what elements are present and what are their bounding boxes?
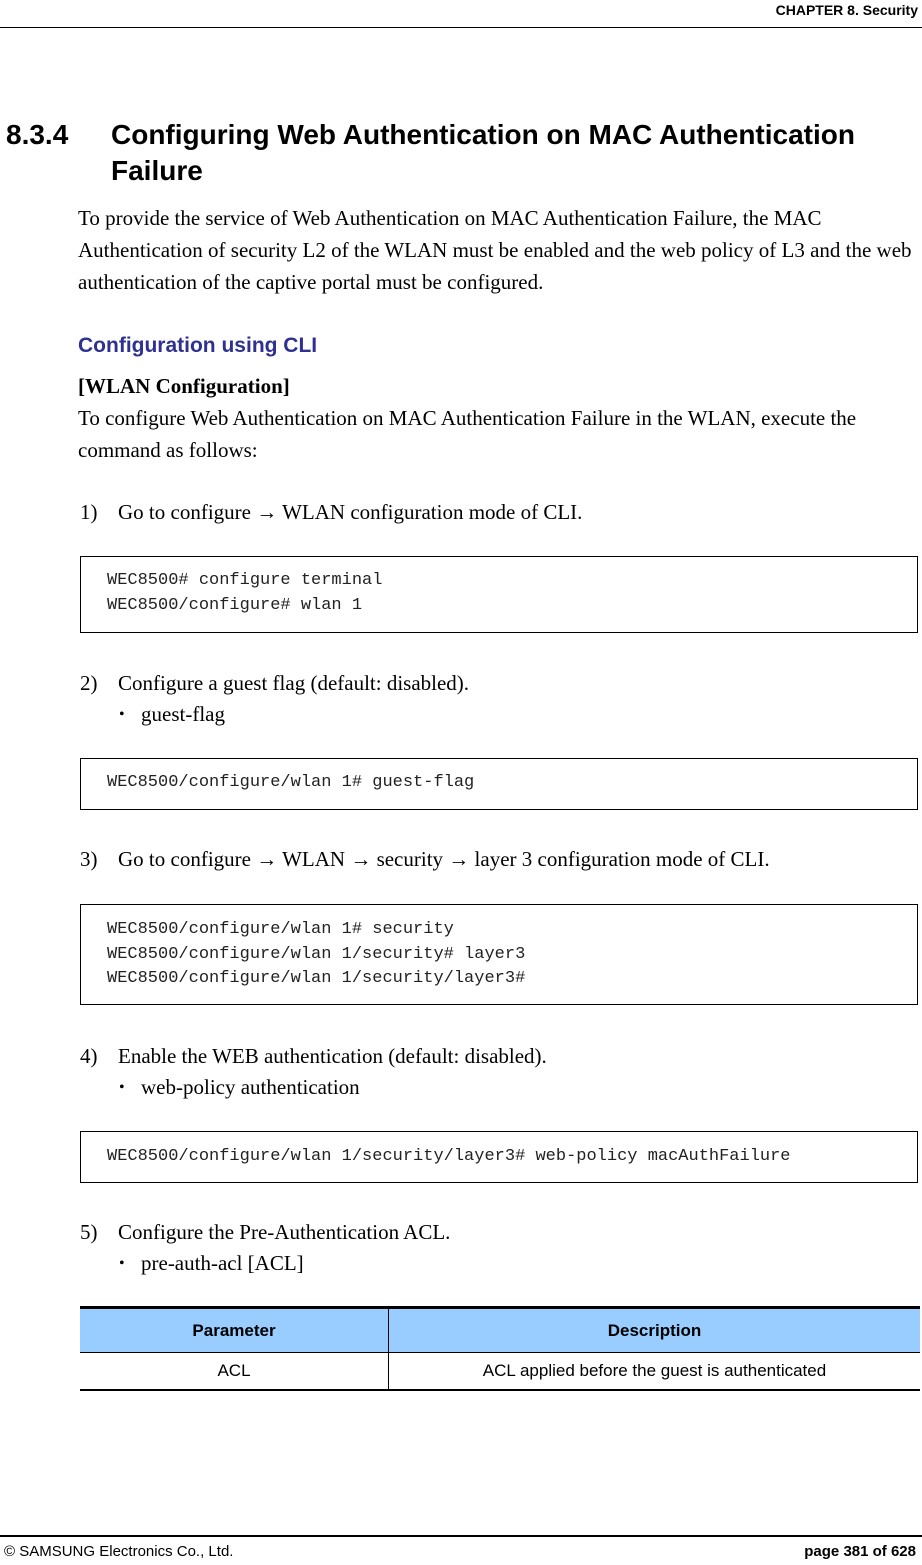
step-3 [80, 845, 770, 873]
code-line: WEC8500/configure/wlan 1# security [107, 920, 454, 939]
bullet-item [119, 1249, 304, 1278]
step-4 [80, 1042, 547, 1070]
column-header-description: Description [389, 1308, 921, 1353]
code-block-2 [80, 758, 918, 810]
step-text: Enable the WEB authentication (default: disabled). [118, 1044, 547, 1068]
bullet-item [119, 700, 225, 729]
column-header-parameter: Parameter [80, 1308, 389, 1353]
code-block-4 [80, 1131, 918, 1183]
code-line: WEC8500/configure/wlan 1# guest-flag [107, 773, 475, 792]
footer-page-number: page 381 of 628 [804, 1543, 916, 1560]
code-block-1 [80, 556, 918, 633]
code-line: WEC8500/configure# wlan 1 [107, 595, 363, 615]
table-header-row [80, 1308, 920, 1353]
code-line: WEC8500/configure/wlan 1/security# layer3 [107, 944, 526, 964]
table-cell-description: ACL applied before the guest is authenticated [389, 1353, 921, 1391]
step-number: 2) [80, 671, 98, 695]
footer-divider [0, 1535, 922, 1537]
code-line: WEC8500# configure terminal [107, 571, 383, 590]
step-number: 1) [80, 500, 98, 524]
step-text: Go to configure → WLAN configuration mode of CLI. [118, 500, 583, 524]
header-divider [0, 27, 922, 28]
code-block-3 [80, 904, 918, 1005]
step-text: Configure the Pre-Authentication ACL. [118, 1220, 451, 1244]
step-2 [80, 669, 469, 697]
bullet-item [119, 1073, 360, 1102]
code-line: WEC8500/configure/wlan 1/security/layer3# [107, 969, 526, 988]
bullet-icon: • [119, 706, 125, 723]
table-cell-parameter: ACL [80, 1353, 389, 1391]
cli-heading: Configuration using CLI [78, 334, 318, 357]
chapter-header: CHAPTER 8. Security [775, 2, 918, 18]
step-text: Go to configure → WLAN → security → layer 3 configuration mode of CLI. [118, 847, 770, 871]
step-number: 5) [80, 1220, 98, 1244]
footer-copyright: © SAMSUNG Electronics Co., Ltd. [4, 1543, 234, 1560]
bullet-text: web-policy authentication [141, 1075, 360, 1099]
wlan-config-intro: To configure Web Authentication on MAC Authentication Failure in the WLAN, execute the command as follows: [78, 406, 857, 462]
step-text: Configure a guest flag (default: disabled). [118, 671, 470, 695]
step-number: 4) [80, 1044, 98, 1068]
section-number: 8.3.4 [6, 119, 69, 150]
bullet-text: guest-flag [141, 702, 225, 726]
bullet-icon: • [119, 1255, 125, 1272]
bullet-text: pre-auth-acl [ACL] [141, 1251, 304, 1275]
step-5 [80, 1218, 450, 1246]
step-1 [80, 498, 582, 526]
bullet-icon: • [119, 1079, 125, 1096]
parameter-table [80, 1306, 920, 1391]
code-line: WEC8500/configure/wlan 1/security/layer3# web-policy macAuthFailure [107, 1147, 791, 1166]
table-row [80, 1353, 920, 1391]
step-number: 3) [80, 847, 98, 871]
section-intro: To provide the service of Web Authentication on MAC Authentication Failure, the MAC Authentication of security L2 of the WLAN must be enabled and the web policy of L3 and the web authentication of the captive portal must be configured. [78, 206, 912, 294]
wlan-config-label: [WLAN Configuration] [78, 374, 290, 398]
section-title: Configuring Web Authentication on MAC Authentication Failure [111, 119, 855, 186]
